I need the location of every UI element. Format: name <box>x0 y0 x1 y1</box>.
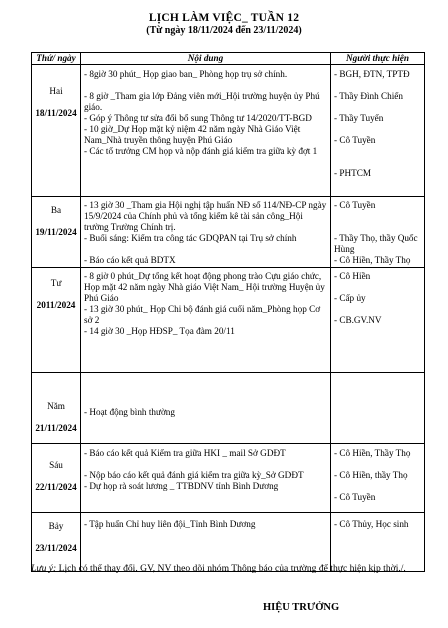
note-text: Lịch có thể thay đổi. GV, NV theo dõi nhóm Thông báo của trường để thực hiện kịp thời./. <box>56 563 406 574</box>
day-date: 23/11/2024 <box>35 543 77 553</box>
table-row <box>32 197 425 268</box>
people-item: - Cô Tuyền <box>334 135 376 145</box>
content-cell <box>81 373 331 444</box>
people-item <box>334 211 421 222</box>
people-item <box>334 282 421 293</box>
people-item <box>334 481 421 492</box>
people-cell <box>331 444 425 513</box>
day-cell <box>32 65 81 197</box>
content-item: - Buổi sáng: Kiểm tra công tác GDQPAN tại Trụ sở chính <box>84 233 297 243</box>
column-header-day: Thứ/ ngày <box>32 53 81 65</box>
day-date: 18/11/2024 <box>35 108 77 118</box>
content-item: - 13 giờ 30 _Tham gia Hội nghị tập huấn NĐ số 114/NĐ-CP ngày 15/9/2024 của Chính phủ và tổng kiểm kê tài sản công_Hội trường Trường Chính trị. <box>84 200 327 232</box>
schedule-table <box>31 52 425 572</box>
table-row <box>32 373 425 444</box>
content-item: - 10 giờ_Dự Họp mặt kỷ niệm 42 năm ngày Nhà Giáo Việt Nam_Nhà truyền thông huyện Phú Giáo <box>84 124 301 145</box>
people-item <box>334 459 421 470</box>
people-item <box>334 157 421 168</box>
day-cell <box>32 444 81 513</box>
signature-title: HIỆU TRƯỞNG <box>263 602 340 613</box>
people-item: - Cô Hiền <box>334 271 371 281</box>
people-cell <box>331 65 425 197</box>
day-date: 21/11/2024 <box>35 423 77 433</box>
day-cell <box>32 268 81 373</box>
day-date: 2011/2024 <box>36 300 76 310</box>
content-item: - Dự họp rà soát lương _ TTBDNV tỉnh Bình Dương <box>84 481 279 491</box>
people-item: - Thầy Đình Chiến <box>334 91 403 101</box>
table-row <box>32 268 425 373</box>
day-name: Tư <box>50 278 62 288</box>
day-date: 19/11/2024 <box>35 227 77 237</box>
people-item: - Thầy Thọ, thầy Quốc Hùng <box>334 233 418 254</box>
people-item <box>334 124 421 135</box>
day-name: Bảy <box>48 521 64 531</box>
day-date: 22/11/2024 <box>35 482 77 492</box>
people-item: - Cô Hiền, Thầy Thọ <box>334 448 411 458</box>
content-item: - Báo cáo kết quả BDTX <box>84 255 176 265</box>
content-item: - 8 giờ 0 phút_Dự tổng kết hoạt động phong trào Cựu giáo chức, Họp mặt 42 năm ngày Nhà giáo Việt Nam_ Hội trường Huyện ủy Phú Giáo <box>84 271 325 303</box>
day-name: Ba <box>50 205 62 215</box>
column-header-content: Nội dung <box>81 53 331 65</box>
content-item: - 8 giờ _Tham gia lớp Đảng viên mới_Hội trường huyện ủy Phú giáo. <box>84 91 320 112</box>
people-item: - BGH, ĐTN, TPTĐ <box>334 69 410 79</box>
content-item: - Góp ý Thông tư sửa đổi bổ sung Thông tư 14/2020/TT-BGD <box>84 113 312 123</box>
people-cell <box>331 268 425 373</box>
people-item: - Cô Hiền, thầy Thọ <box>334 470 408 480</box>
content-item: - Nộp báo cáo kết quả đánh giá kiểm tra giữa kỳ_Sở GDĐT <box>84 470 304 480</box>
day-cell <box>32 197 81 268</box>
day-name: Năm <box>47 401 65 411</box>
people-item: - CB.GV.NV <box>334 315 382 325</box>
people-cell <box>331 373 425 444</box>
page-title: LỊCH LÀM VIỆC_ TUẦN 12 <box>148 12 300 24</box>
people-cell <box>331 197 425 268</box>
people-item: - Cấp ủy <box>334 293 366 303</box>
day-name: Sáu <box>49 460 63 470</box>
table-header-row <box>32 53 425 65</box>
people-item <box>334 304 421 315</box>
table-row <box>32 65 425 197</box>
people-item <box>334 146 421 157</box>
people-item: - Cô Hiền, Thầy Thọ <box>334 255 411 265</box>
content-cell <box>81 197 331 268</box>
content-item <box>84 80 327 91</box>
page-subtitle: (Từ ngày 18/11/2024 đến 23/11/2024) <box>146 25 302 36</box>
day-name: Hai <box>49 86 63 96</box>
content-item: - 13 giờ 30 phút_ Họp Chi bộ đánh giá cuối năm_Phòng họp Cơ sở 2 <box>84 304 321 325</box>
content-cell <box>81 444 331 513</box>
content-item: - 8giờ 30 phút_ Họp giao ban_ Phòng họp trụ sở chính. <box>84 69 288 79</box>
content-item: - Hoạt động bình thường <box>84 407 175 417</box>
content-item: - Tập huấn Chỉ huy liên đội_Tỉnh Bình Dương <box>84 519 256 529</box>
table-row <box>32 444 425 513</box>
people-item: - PHTCM <box>334 168 372 178</box>
content-item <box>84 244 327 255</box>
people-item <box>334 80 421 91</box>
content-cell <box>81 65 331 197</box>
people-item: - Cô Thủy, Học sinh <box>334 519 409 529</box>
content-item: - Báo cáo kết quả Kiểm tra giữa HKI _ mail Sở GDĐT <box>84 448 286 458</box>
note-label: Lưu ý: <box>31 563 57 574</box>
content-item: - Các tổ trưởng CM họp và nộp đánh giá kiểm tra giữa kỳ đợt 1 <box>84 146 318 156</box>
people-item: - Cô Tuyền <box>334 200 376 210</box>
people-item: - Cô Tuyền <box>334 492 376 502</box>
content-item <box>84 459 327 470</box>
people-item: - Thầy Tuyển <box>334 113 384 123</box>
people-item <box>334 102 421 113</box>
content-cell <box>81 268 331 373</box>
day-cell <box>32 373 81 444</box>
note <box>31 563 431 575</box>
people-item <box>334 222 421 233</box>
content-item: - 14 giờ 30 _Họp HĐSP_ Tọa đàm 20/11 <box>84 326 235 336</box>
column-header-people: Người thực hiện <box>331 53 425 65</box>
